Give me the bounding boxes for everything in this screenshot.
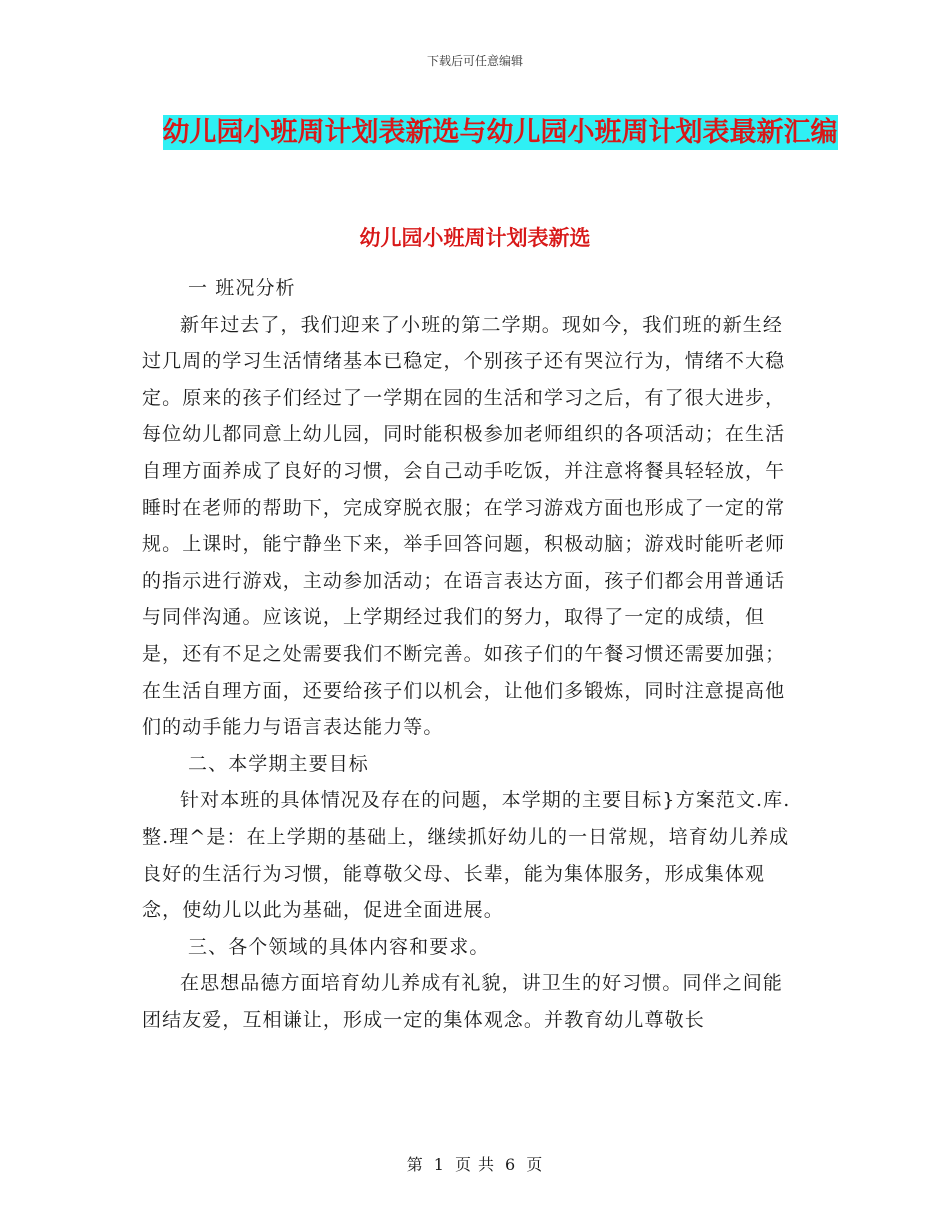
- document-title: [140, 110, 860, 156]
- footer-page-total: 6: [505, 1155, 517, 1174]
- header-note: 下载后可任意编辑: [426, 54, 523, 68]
- footer-label-post: 页: [526, 1155, 544, 1174]
- paragraph-domain-content: 在思想品德方面培育幼儿养成有礼貌，讲卫生的好习惯。同伴之间能团结友爱，互相谦让，形成一定的集体观念。并教育幼儿尊敬长: [142, 972, 784, 1031]
- heading-main-goals: 二、本学期主要目标: [188, 752, 369, 775]
- document-body: [142, 270, 802, 1038]
- footer-label-mid: 页 共: [454, 1155, 496, 1174]
- paragraph-main-goals: 针对本班的具体情况及存在的问题，本学期的主要目标}方案范文.库.整.理^是：在上学期的基础上，继续抓好幼儿的一日常规，培育幼儿养成良好的生活行为习惯，能尊敬父母、长辈，能为集体服务，形成集体观念，使幼儿以此为基础，促进全面进展。: [142, 789, 791, 922]
- section-title: 幼儿园小班周计划表新选: [359, 226, 591, 250]
- document-title-text: 幼儿园小班周计划表新选与幼儿园小班周计划表最新汇编: [162, 117, 838, 148]
- page-footer: [0, 1152, 950, 1175]
- footer-label-pre: 第: [406, 1155, 424, 1174]
- heading-domain-content: 三、各个领域的具体内容和要求。: [188, 935, 490, 958]
- paragraph-class-analysis: 新年过去了，我们迎来了小班的第二学期。现如今，我们班的新生经过几周的学习生活情绪基本已稳定，个别孩子还有哭泣行为，情绪不大稳定。原来的孩子们经过了一学期在园的生活和学习之后，有了很大进步，每位幼儿都同意上幼儿园，同时能积极参加老师组织的各项活动；在生活自理方面养成了良好的习惯，会自己动手吃饭，并注意将餐具轻轻放，午睡时在老师的帮助下，完成穿脱衣服；在学习游戏方面也形成了一定的常规。上课时，能宁静坐下来，举手回答问题，积极动脑；游戏时能听老师的指示进行游戏，主动参加活动；在语言表达方面，孩子们都会用普通话与同伴沟通。应该说，上学期经过我们的努力，取得了一定的成绩，但是，还有不足之处需要我们不断完善。如孩子们的午餐习惯还需要加强；在生活自理方面，还要给孩子们以机会，让他们多锻炼，同时注意提高他们的动手能力与语言表达能力等。: [142, 313, 786, 739]
- footer-page-current: 1: [433, 1155, 445, 1174]
- heading-class-analysis: 一 班况分析: [188, 277, 296, 299]
